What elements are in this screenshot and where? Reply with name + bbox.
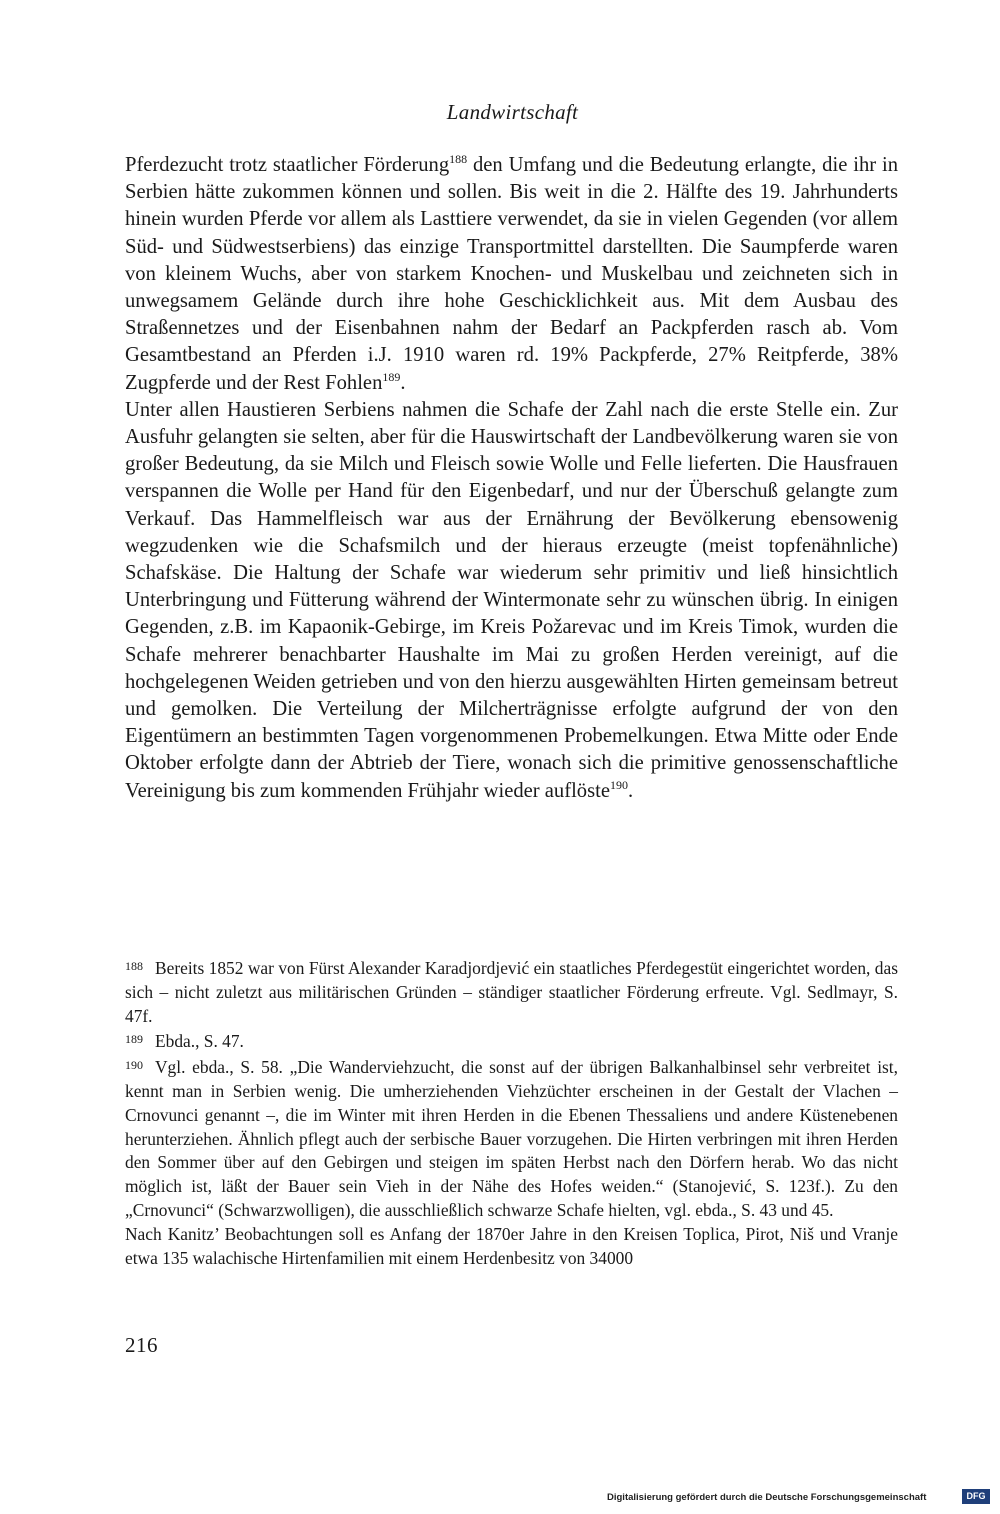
footnote-text: Nach Kanitz’ Beobachtungen soll es Anfang der 1870er Jahre in den Kreisen Toplica, Pirot, Niš und Vranje etwa 135 walachische Hirtenfamilien mit einem Herdenbesitz von 34000 bbox=[125, 1223, 898, 1268]
body-text bbox=[125, 152, 898, 805]
digitization-credit: Digitalisierung gefördert durch die Deutsche Forschungsgemeinschaft bbox=[607, 1492, 927, 1503]
paragraph-text: Unter allen Haustieren Serbiens nahmen die Schafe der Zahl nach die erste Stelle ein. Zur Ausfuhr gelangten sie selten, aber für die Hauswirtschaft der Landbevölkerung waren sie von großer Bedeutung, da sie Milch und Fleisch sowie Wolle und Felle lieferten. Die Hausfrauen verspannen die Wolle per Hand für den Eigenbedarf, und nur der Überschuß gelangte zum Verkauf. Das Hammelfleisch war aus der Ernährung der Bevölkerung ebensowenig wegzudenken wie die Schafsmilch und der hieraus erzeugte (meist topfenähnliche) Schafskäse. Die Haltung der Schafe war wiederum sehr primitiv und ließ hinsichtlich Unterbringung und Fütterung während der Wintermonate sehr zu wünschen übrig. In einigen Gegenden, z.B. im Kapaonik-Gebirge, im Kreis Požarevac und im Kreis Timok, wurden die Schafe mehrerer benachbarter Haushalte im Mai zu großen Herden vereinigt, auf die hochgelegenen Weiden getrieben und von den hierzu ausgewählten Hirten gemeinsam betreut und gemolken. Die Verteilung der Milcherträgnisse erfolgte aufgrund der von den Eigentümern an bestimmten Tagen vorgenommenen Probemelkungen. Etwa Mitte oder Ende Oktober erfolgte dann der Abtrieb der Tiere, wonach sich die primitive genossenschaftliche Vereinigung bis zum kommenden Frühjahr wieder auflöste bbox=[125, 398, 898, 802]
paragraph-text: . bbox=[400, 371, 406, 394]
footnote-189 bbox=[125, 1028, 898, 1054]
footnote-188 bbox=[125, 955, 898, 1028]
footnote-text: Bereits 1852 war von Fürst Alexander Karadjordjević ein staatliches Pferdegestüt eingerichtet worden, das sich – nicht zuletzt aus militärischen Gründen – ständiger staatlicher Förderung erfreute. Vgl. Sedlmayr, S. 47f. bbox=[125, 958, 898, 1026]
paragraph-text: den Umfang und die Bedeutung erlangte, die ihr in Serbien hätte zukommen können und sollen. Bis weit in die 2. Hälfte des 19. Jahrhunderts hinein wurden Pferde vor allem als Lasttiere verwendet, da sie in vielen Gegenden (vor allem Süd- und Südwestserbiens) das einzige Transportmittel darstellten. Die Saumpferde waren von kleinem Wuchs, aber von starkem Knochen- und Muskelbau und zeichneten sich in unwegsamem Gelände durch ihre hohe Geschicklichkeit aus. Mit dem Ausbau des Straßennetzes und der Eisenbahnen nahm der Bedarf an Packpferden rasch ab. Vom Gesamtbestand an Pferden i.J. 1910 waren rd. 19% Packpferde, 27% Reitpferde, 38% Zugpferde und der Rest Fohlen bbox=[125, 154, 898, 394]
footnote-190 bbox=[125, 1054, 898, 1223]
paragraph-2 bbox=[125, 397, 898, 805]
footnote-text: Ebda., S. 47. bbox=[155, 1031, 244, 1052]
footnote-continuation bbox=[125, 1223, 898, 1271]
paragraph-text: Pferdezucht trotz staatlicher Förderung bbox=[125, 154, 450, 176]
page-number: 216 bbox=[125, 1333, 158, 1357]
footnote-text: Vgl. ebda., S. 58. „Die Wanderviehzucht, die sonst auf der übrigen Balkanhalbinsel sehr verbreitet ist, kennt man in Serbien wenig. Die umherziehenden Viehzüchter erscheinen in der Gestalt der Vlachen – Crnovunci genannt –, die im Winter mit ihren Herden in die Ebenen Thessaliens und andere Küstenebenen herunterziehen. Ähnlich pflegt auch der serbische Bauer vorzugehen. Die Hirten verbringen mit ihren Herden den Sommer über auf den Gebirgen und steigen im späten Herbst nach den Dörfern herab. Wo das nicht möglich ist, läßt der Bauer sein Vieh in der Nähe des Hofes weiden.“ (Stanojević, S. 123f.). Zu den „Crnovunci“ (Schwarzwolligen), die ausschließlich schwarze Schafe hielten, vgl. ebda., S. 43 und 45. bbox=[125, 1057, 898, 1220]
footnote-reference: 189 bbox=[382, 369, 401, 384]
footnote-number: 190 bbox=[125, 1058, 143, 1073]
running-head: Landwirtschaft bbox=[446, 100, 579, 124]
dfg-logo-icon: DFG bbox=[962, 1489, 990, 1504]
footnote-reference: 188 bbox=[449, 152, 468, 166]
footnote-reference: 190 bbox=[609, 777, 628, 792]
footnote-number: 189 bbox=[125, 1032, 143, 1047]
footnotes bbox=[125, 955, 898, 1270]
footnote-number: 188 bbox=[125, 959, 143, 973]
paragraph-1 bbox=[125, 152, 898, 397]
paragraph-text: . bbox=[627, 779, 634, 802]
